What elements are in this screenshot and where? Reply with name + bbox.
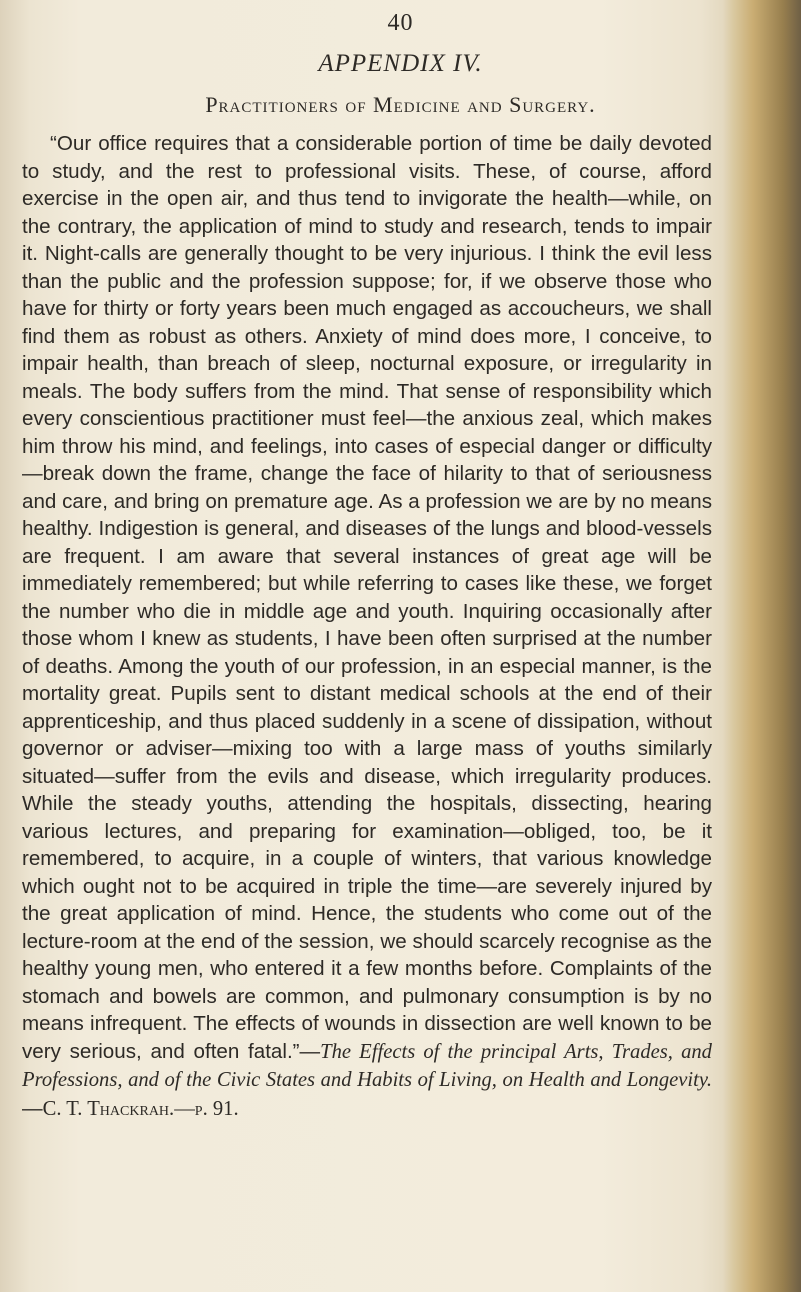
quote-text: “Our office requires that a considerable portion of time be daily devoted to study, and the rest to professional visits. These, of course, afford exercise in the open air, and thus tend to invigorate the health—while, on the contrary, the application of mind to study and research, tends to impair it. Night-calls are generally thought to be very injurious. I think the evil less than the public and the profession suppose; for, if we observe those who have for thirty or forty years been much engaged as accoucheurs, we shall find them as robust as others. Anxiety of mind does more, I conceive, to impair health, than breach of sleep, nocturnal exposure, or irregularity in meals. The body suffers from the mind. That sense of responsibility which every conscientious practitioner must feel—the anxious zeal, which makes him throw his mind, and feelings, into cases of especial danger or difficulty—break down the frame, change the face of hilarity to that of seriousness and care, and bring on premature age. As a profession we are by no means healthy. Indigestion is general, and diseases of the lungs and blood-vessels are frequent. I am aware that several instances of great age will be immediately remembered; but while referring to cases like these, we forget the number who die in middle age and youth. Inquiring occasionally after those whom I knew as students, I have been often surprised at the number of deaths. Among the youth of our profession, in an especial manner, is the mortality great. Pupils sent to distant medical schools at the end of their apprenticeship, and thus placed suddenly in a scene of dissipation, without governor or adviser—mixing too with a large mass of youths similarly situated—suffer from the evils and disease, which irregularity produces. While the steady youths, attending the hospitals, dissecting, hearing various lectures, and preparing for examination—obliged, too, be it remembered, to acquire, in a couple of winters, that various knowledge which ought not to be acquired in triple the time—are severely injured by the great application of mind. Hence, the students who come out of the lecture-room at the end of the session, we should scarcely recognise as the healthy young men, who entered it a few months before. Complaints of the stomach and bowels are common, and pulmonary consumption is by no means infrequent. The effects of wounds in dissection are well known to be very serious, and often fatal.”—	[22, 132, 712, 1063]
citation-author: C. T. Thackrah.	[42, 1097, 175, 1120]
section-subheading: Practitioners of Medicine and Surgery.	[205, 92, 596, 117]
page-number: 40	[387, 10, 414, 36]
citation-page: —p. 91.	[174, 1097, 239, 1120]
appendix-heading: APPENDIX IV.	[318, 50, 483, 77]
quote-paragraph	[22, 130, 712, 1123]
citation-separator: —	[22, 1096, 43, 1120]
body-text	[22, 130, 712, 1123]
citation-title: The Effects of the principal Arts, Trades, and Professions, and of the Civic States and Habits of Living, on Health and Longevity.	[22, 1040, 712, 1091]
page-edge-stain	[723, 0, 801, 1292]
